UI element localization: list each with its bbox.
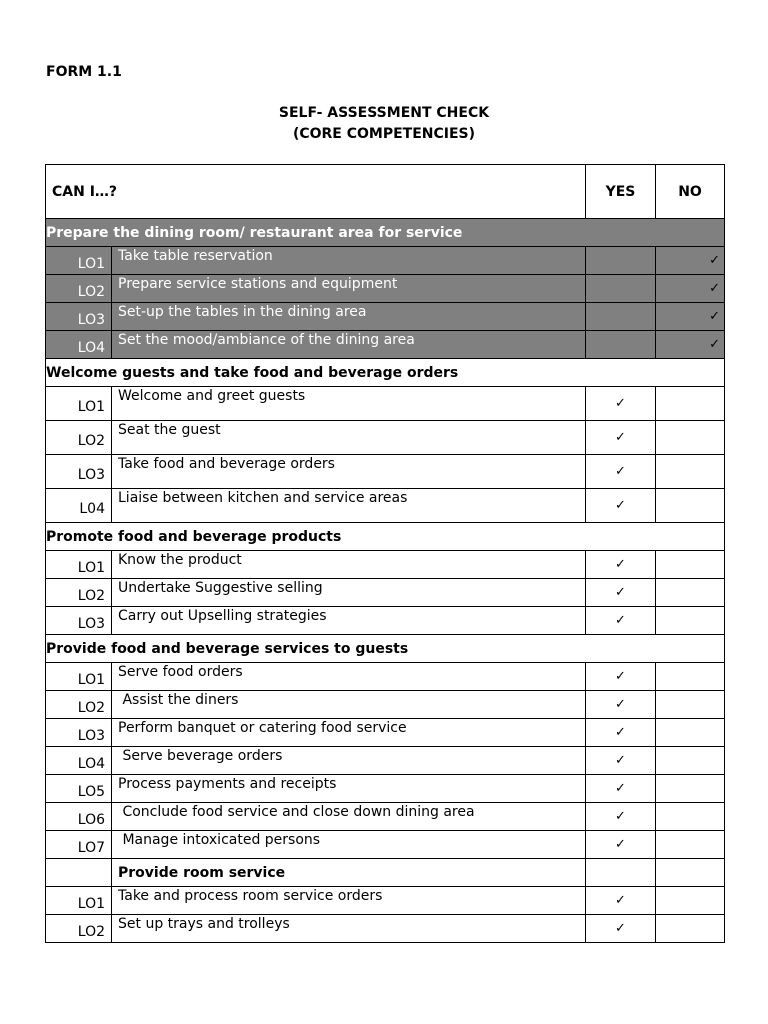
- question-header: CAN I…?: [46, 165, 586, 219]
- outcome-description: Process payments and receipts: [112, 775, 586, 803]
- table-row: [46, 803, 725, 831]
- outcome-code: LO2: [46, 579, 112, 607]
- outcome-description: Carry out Upselling strategies: [112, 607, 586, 635]
- no-cell[interactable]: ✓: [656, 247, 725, 275]
- outcome-description: Prepare service stations and equipment: [112, 275, 586, 303]
- section-row: [46, 859, 725, 887]
- no-column-header: NO: [656, 165, 725, 219]
- table-row: [46, 387, 725, 421]
- outcome-description: Undertake Suggestive selling: [112, 579, 586, 607]
- table-row: [46, 489, 725, 523]
- no-cell[interactable]: [656, 579, 725, 607]
- outcome-description: Take and process room service orders: [112, 887, 586, 915]
- outcome-description: Take table reservation: [112, 247, 586, 275]
- yes-cell[interactable]: ✓: [586, 607, 656, 635]
- yes-cell[interactable]: ✓: [586, 387, 656, 421]
- no-cell[interactable]: [656, 887, 725, 915]
- outcome-code: LO2: [46, 421, 112, 455]
- outcome-description: Set-up the tables in the dining area: [112, 303, 586, 331]
- table-row: [46, 421, 725, 455]
- outcome-description: Seat the guest: [112, 421, 586, 455]
- yes-cell[interactable]: ✓: [586, 803, 656, 831]
- section-row: [46, 523, 725, 551]
- outcome-description: Set the mood/ambiance of the dining area: [112, 331, 586, 359]
- yes-cell[interactable]: ✓: [586, 719, 656, 747]
- yes-cell[interactable]: [586, 275, 656, 303]
- no-cell[interactable]: [656, 607, 725, 635]
- table-header-row: [46, 165, 725, 219]
- outcome-description: Take food and beverage orders: [112, 455, 586, 489]
- no-cell[interactable]: [656, 691, 725, 719]
- outcome-code: LO1: [46, 387, 112, 421]
- empty-cell: [586, 859, 656, 887]
- no-cell[interactable]: [656, 775, 725, 803]
- table-row: [46, 775, 725, 803]
- yes-cell[interactable]: ✓: [586, 663, 656, 691]
- outcome-code: LO1: [46, 887, 112, 915]
- outcome-code: LO3: [46, 303, 112, 331]
- no-cell[interactable]: [656, 747, 725, 775]
- outcome-code: LO6: [46, 803, 112, 831]
- no-cell[interactable]: [656, 387, 725, 421]
- yes-cell[interactable]: ✓: [586, 915, 656, 943]
- table-row: [46, 551, 725, 579]
- empty-cell: [656, 859, 725, 887]
- outcome-description: Know the product: [112, 551, 586, 579]
- no-cell[interactable]: [656, 455, 725, 489]
- yes-cell[interactable]: ✓: [586, 691, 656, 719]
- outcome-description: Set up trays and trolleys: [112, 915, 586, 943]
- no-cell[interactable]: [656, 803, 725, 831]
- outcome-code: LO1: [46, 247, 112, 275]
- section-title: Prepare the dining room/ restaurant area for service: [46, 219, 725, 247]
- yes-cell[interactable]: ✓: [586, 489, 656, 523]
- table-row: [46, 303, 725, 331]
- page-title: SELF- ASSESSMENT CHECK: [278, 105, 490, 121]
- section-title: Provide food and beverage services to guests: [46, 635, 725, 663]
- no-cell[interactable]: [656, 489, 725, 523]
- section-title: Welcome guests and take food and beverage orders: [46, 359, 725, 387]
- outcome-code: LO5: [46, 775, 112, 803]
- section-title: Provide room service: [112, 859, 586, 887]
- table-row: [46, 275, 725, 303]
- no-cell[interactable]: ✓: [656, 303, 725, 331]
- yes-cell[interactable]: ✓: [586, 887, 656, 915]
- outcome-description: Liaise between kitchen and service areas: [112, 489, 586, 523]
- yes-column-header: YES: [586, 165, 656, 219]
- table-row: [46, 691, 725, 719]
- outcome-code: LO7: [46, 831, 112, 859]
- no-cell[interactable]: [656, 663, 725, 691]
- table-row: [46, 747, 725, 775]
- no-cell[interactable]: ✓: [656, 331, 725, 359]
- section-row: [46, 635, 725, 663]
- yes-cell[interactable]: [586, 247, 656, 275]
- table-row: [46, 579, 725, 607]
- no-cell[interactable]: [656, 551, 725, 579]
- outcome-code: LO1: [46, 663, 112, 691]
- table-row: [46, 831, 725, 859]
- no-cell[interactable]: [656, 421, 725, 455]
- table-row: [46, 887, 725, 915]
- form-number: FORM 1.1: [46, 64, 122, 80]
- table-row: [46, 915, 725, 943]
- outcome-description: Manage intoxicated persons: [112, 831, 586, 859]
- outcome-code: LO3: [46, 607, 112, 635]
- no-cell[interactable]: [656, 831, 725, 859]
- yes-cell[interactable]: ✓: [586, 831, 656, 859]
- section-row: [46, 219, 725, 247]
- no-cell[interactable]: ✓: [656, 275, 725, 303]
- yes-cell[interactable]: [586, 303, 656, 331]
- yes-cell[interactable]: ✓: [586, 579, 656, 607]
- outcome-description: Conclude food service and close down dining area: [112, 803, 586, 831]
- yes-cell[interactable]: ✓: [586, 421, 656, 455]
- outcome-code: LO4: [46, 747, 112, 775]
- outcome-description: Perform banquet or catering food service: [112, 719, 586, 747]
- outcome-code: LO2: [46, 275, 112, 303]
- self-assessment-table: [45, 164, 725, 943]
- yes-cell[interactable]: ✓: [586, 747, 656, 775]
- yes-cell[interactable]: ✓: [586, 455, 656, 489]
- table-row: [46, 331, 725, 359]
- table-row: [46, 719, 725, 747]
- yes-cell[interactable]: ✓: [586, 775, 656, 803]
- outcome-description: Assist the diners: [112, 691, 586, 719]
- section-title: Promote food and beverage products: [46, 523, 725, 551]
- table-row: [46, 455, 725, 489]
- outcome-code: LO2: [46, 915, 112, 943]
- no-cell[interactable]: [656, 915, 725, 943]
- outcome-code: LO4: [46, 331, 112, 359]
- yes-cell[interactable]: ✓: [586, 551, 656, 579]
- outcome-code: LO3: [46, 455, 112, 489]
- table-row: [46, 247, 725, 275]
- table-row: [46, 663, 725, 691]
- outcome-description: Welcome and greet guests: [112, 387, 586, 421]
- empty-cell: [46, 859, 112, 887]
- outcome-description: Serve food orders: [112, 663, 586, 691]
- outcome-code: LO3: [46, 719, 112, 747]
- table-row: [46, 607, 725, 635]
- outcome-code: L04: [46, 489, 112, 523]
- outcome-code: LO2: [46, 691, 112, 719]
- page-subtitle: (CORE COMPETENCIES): [292, 126, 476, 142]
- outcome-description: Serve beverage orders: [112, 747, 586, 775]
- outcome-code: LO1: [46, 551, 112, 579]
- yes-cell[interactable]: [586, 331, 656, 359]
- section-row: [46, 359, 725, 387]
- no-cell[interactable]: [656, 719, 725, 747]
